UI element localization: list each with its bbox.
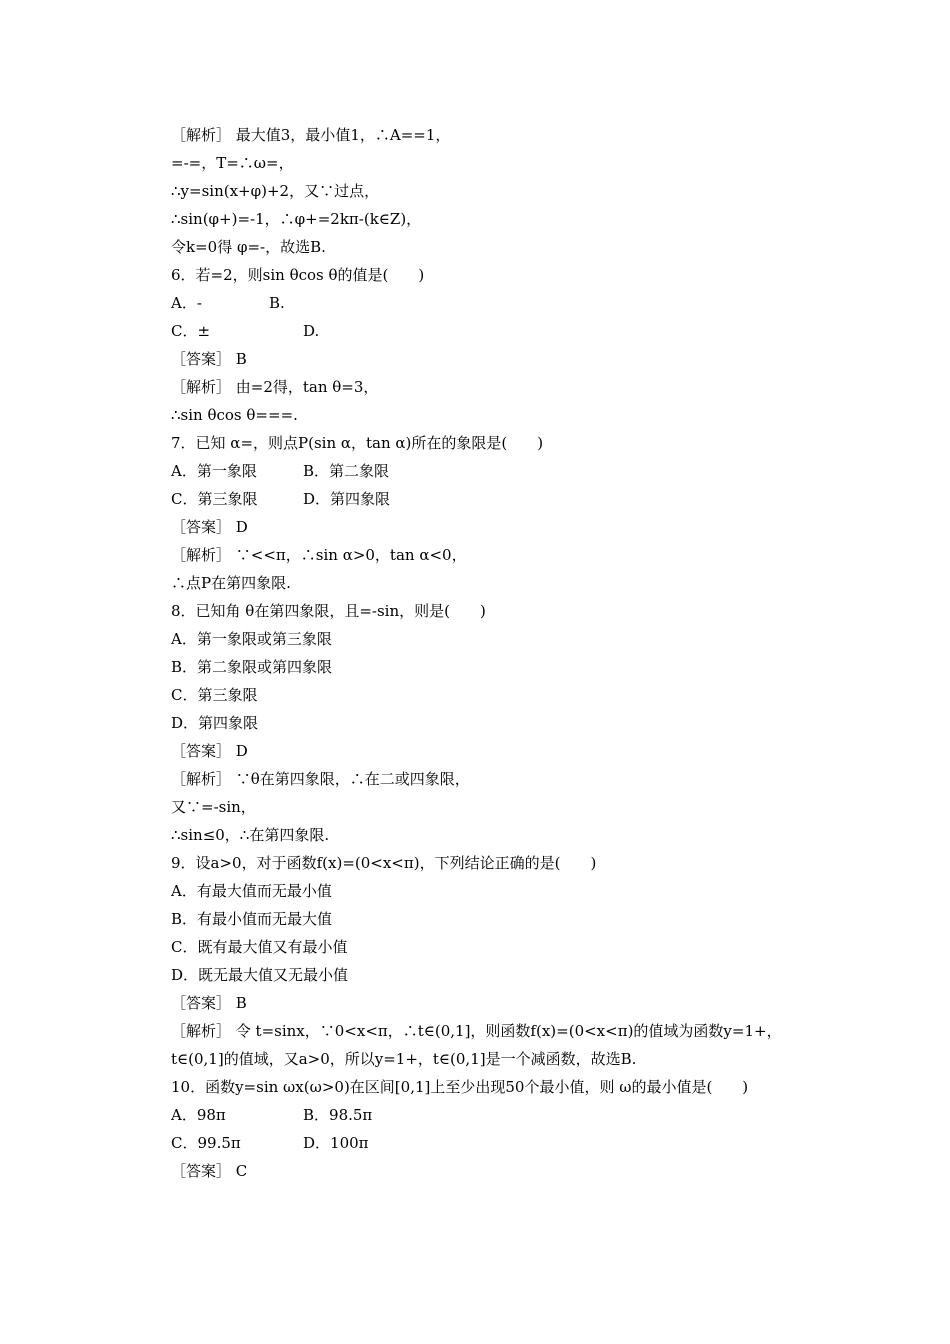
question-9-stem: 9．设a>0，对于函数f(x)=(0<x<π)，下列结论正确的是( ) (171, 854, 597, 872)
question-6-options-row (171, 317, 821, 345)
document-content (171, 121, 821, 1185)
option-a: A．- (171, 294, 202, 312)
question-10-options-row (171, 1101, 821, 1129)
answer-line: ［答案］ D (171, 518, 248, 536)
text-line: ∴sin θcos θ===. (171, 406, 298, 424)
answer-line: ［答案］ B (171, 350, 247, 368)
text-line: 令k=0得 φ=-，故选B. (171, 238, 326, 256)
option-c: C．既有最大值又有最小值 (171, 938, 348, 956)
question-9-analysis: ［解析］ 令 t=sinx，∵0<x<π，∴t∈(0,1]，则函数f(x)=(0<x<π)的值域为函数y=1+，t∈(0,1]的值域，又a>0，所以y=1+，t∈(0,1]是一个减函数，故选B. (171, 1022, 782, 1068)
text-line: 又∵=-sin， (171, 798, 256, 816)
text-line: ∴点P在第四象限. (171, 574, 291, 592)
text-line: ∴sin≤0，∴在第四象限. (171, 826, 330, 844)
option-d: D．既无最大值又无最小值 (171, 966, 349, 984)
text-line: ∴sin(φ+)=-1，∴φ+=2kπ-(k∈Z)， (171, 210, 422, 228)
analysis-line: ［解析］ ∵<<π，∴sin α>0，tan α<0， (171, 546, 467, 564)
answer-line: ［答案］ B (171, 994, 247, 1012)
option-b: B．98.5π (303, 1106, 373, 1124)
option-b: B．有最小值而无最大值 (171, 910, 333, 928)
question-6-options-row (171, 289, 821, 317)
option-a: A．第一象限 (171, 462, 257, 480)
question-8-stem: 8．已知角 θ在第四象限，且=-sin，则是( ) (171, 602, 486, 620)
option-c: C．99.5π (171, 1134, 241, 1152)
option-a: A．第一象限或第三象限 (171, 630, 332, 648)
option-b: B. (269, 294, 285, 312)
option-c: C．第三象限 (171, 686, 258, 704)
option-c: C．第三象限 (171, 490, 258, 508)
analysis-line: ［解析］ 由=2得，tan θ=3， (171, 378, 379, 396)
answer-line: ［答案］ D (171, 742, 248, 760)
question-7-options-row (171, 457, 821, 485)
option-d: D．100π (303, 1134, 369, 1152)
question-10-options-row (171, 1129, 821, 1157)
option-d: D. (303, 322, 320, 340)
text-line: =-=，T=∴ω=， (171, 154, 294, 172)
analysis-line: ［解析］ ∵θ在第四象限，∴在二或四象限， (171, 770, 470, 788)
option-d: D．第四象限 (303, 490, 391, 508)
option-a: A．有最大值而无最小值 (171, 882, 332, 900)
question-10-stem: 10．函数y=sin ωx(ω>0)在区间[0,1]上至少出现50个最小值，则 ω的最小值是( ) (171, 1078, 749, 1096)
option-b: B．第二象限或第四象限 (171, 658, 333, 676)
option-b: B．第二象限 (303, 462, 390, 480)
text-line: ∴y=sin(x+φ)+2，又∵过点， (171, 182, 380, 200)
option-a: A．98π (171, 1106, 226, 1124)
question-7-options-row (171, 485, 821, 513)
option-c: C．± (171, 322, 211, 340)
text-line: ［解析］ 最大值3，最小值1，∴A==1， (171, 126, 451, 144)
question-7-stem: 7．已知 α=，则点P(sin α，tan α)所在的象限是( ) (171, 434, 544, 452)
question-6-stem: 6．若=2，则sin θcos θ的值是( ) (171, 266, 425, 284)
answer-line: ［答案］ C (171, 1162, 248, 1180)
option-d: D．第四象限 (171, 714, 259, 732)
